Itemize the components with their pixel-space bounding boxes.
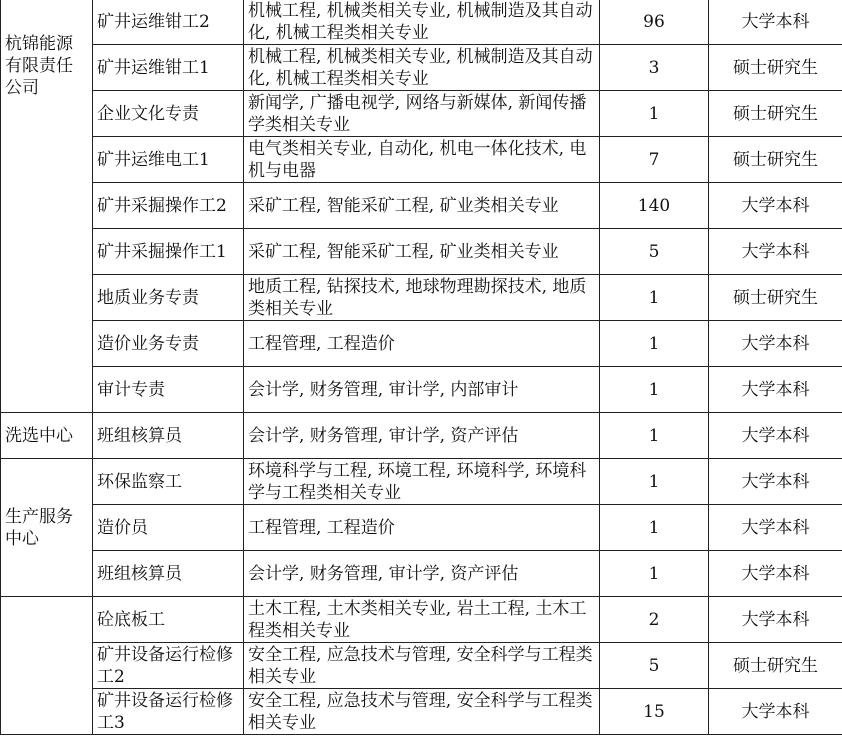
education-cell: 大学本科 — [709, 459, 842, 505]
major-cell: 土木工程, 土木类相关专业, 岩土工程, 土木工程类相关专业 — [244, 597, 600, 643]
count-cell: 96 — [600, 0, 709, 45]
table-row — [1, 597, 842, 643]
major-cell: 工程管理, 工程造价 — [244, 505, 600, 551]
table-row — [1, 45, 842, 91]
count-cell: 5 — [600, 643, 709, 689]
table-row — [1, 367, 842, 413]
position-cell: 造价员 — [93, 505, 244, 551]
position-cell: 造价业务专责 — [93, 321, 244, 367]
table-row — [1, 275, 842, 321]
count-cell: 1 — [600, 321, 709, 367]
major-cell: 地质工程, 钻探技术, 地球物理勘探技术, 地质类相关专业 — [244, 275, 600, 321]
table-row — [1, 91, 842, 137]
education-cell: 大学本科 — [709, 689, 842, 735]
count-cell: 1 — [600, 367, 709, 413]
position-cell: 矿井设备运行检修工2 — [93, 643, 244, 689]
table-row — [1, 183, 842, 229]
unit-cell: 洗选中心 — [1, 413, 93, 459]
education-cell: 硕士研究生 — [709, 643, 842, 689]
count-cell: 1 — [600, 275, 709, 321]
position-cell: 环保监察工 — [93, 459, 244, 505]
position-cell: 矿井运维钳工1 — [93, 45, 244, 91]
position-cell: 矿井运维钳工2 — [93, 0, 244, 45]
education-cell: 大学本科 — [709, 597, 842, 643]
education-cell: 大学本科 — [709, 551, 842, 597]
position-cell: 企业文化专责 — [93, 91, 244, 137]
education-cell: 硕士研究生 — [709, 137, 842, 183]
table-row — [1, 229, 842, 275]
count-cell: 15 — [600, 689, 709, 735]
table-row — [1, 689, 842, 735]
education-cell: 大学本科 — [709, 0, 842, 45]
position-cell: 矿井采掘操作工1 — [93, 229, 244, 275]
position-cell: 矿井设备运行检修工3 — [93, 689, 244, 735]
count-cell: 1 — [600, 413, 709, 459]
major-cell: 机械工程, 机械类相关专业, 机械制造及其自动化, 机械工程类相关专业 — [244, 0, 600, 45]
position-cell: 审计专责 — [93, 367, 244, 413]
count-cell: 1 — [600, 551, 709, 597]
education-cell: 大学本科 — [709, 183, 842, 229]
education-cell: 硕士研究生 — [709, 91, 842, 137]
major-cell: 安全工程, 应急技术与管理, 安全科学与工程类相关专业 — [244, 643, 600, 689]
table-row — [1, 459, 842, 505]
unit-cell: 生产服务中心 — [1, 459, 93, 597]
position-cell: 矿井采掘操作工2 — [93, 183, 244, 229]
count-cell: 5 — [600, 229, 709, 275]
education-cell: 大学本科 — [709, 413, 842, 459]
table-row — [1, 551, 842, 597]
unit-cell: 杭锦能源有限责任公司 — [1, 0, 93, 413]
major-cell: 新闻学, 广播电视学, 网络与新媒体, 新闻传播学类相关专业 — [244, 91, 600, 137]
education-cell: 大学本科 — [709, 229, 842, 275]
count-cell: 140 — [600, 183, 709, 229]
count-cell: 7 — [600, 137, 709, 183]
major-cell: 会计学, 财务管理, 审计学, 资产评估 — [244, 551, 600, 597]
major-cell: 会计学, 财务管理, 审计学, 资产评估 — [244, 413, 600, 459]
position-cell: 班组核算员 — [93, 551, 244, 597]
position-cell: 地质业务专责 — [93, 275, 244, 321]
education-cell: 硕士研究生 — [709, 275, 842, 321]
table-row — [1, 413, 842, 459]
education-cell: 大学本科 — [709, 367, 842, 413]
unit-cell — [1, 597, 93, 735]
count-cell: 1 — [600, 505, 709, 551]
major-cell: 采矿工程, 智能采矿工程, 矿业类相关专业 — [244, 229, 600, 275]
table-row — [1, 321, 842, 367]
education-cell: 大学本科 — [709, 321, 842, 367]
count-cell: 1 — [600, 91, 709, 137]
major-cell: 安全工程, 应急技术与管理, 安全科学与工程类相关专业 — [244, 689, 600, 735]
count-cell: 2 — [600, 597, 709, 643]
major-cell: 工程管理, 工程造价 — [244, 321, 600, 367]
table-row — [1, 643, 842, 689]
table-row — [1, 0, 842, 45]
table-row — [1, 505, 842, 551]
education-cell: 硕士研究生 — [709, 45, 842, 91]
position-cell: 矿井运维电工1 — [93, 137, 244, 183]
education-cell: 大学本科 — [709, 505, 842, 551]
position-cell: 班组核算员 — [93, 413, 244, 459]
major-cell: 会计学, 财务管理, 审计学, 内部审计 — [244, 367, 600, 413]
major-cell: 机械工程, 机械类相关专业, 机械制造及其自动化, 机械工程类相关专业 — [244, 45, 600, 91]
count-cell: 3 — [600, 45, 709, 91]
position-cell: 砼底板工 — [93, 597, 244, 643]
major-cell: 采矿工程, 智能采矿工程, 矿业类相关专业 — [244, 183, 600, 229]
major-cell: 环境科学与工程, 环境工程, 环境科学, 环境科学与工程类相关专业 — [244, 459, 600, 505]
table-row — [1, 137, 842, 183]
major-cell: 电气类相关专业, 自动化, 机电一体化技术, 电机与电器 — [244, 137, 600, 183]
count-cell: 1 — [600, 459, 709, 505]
